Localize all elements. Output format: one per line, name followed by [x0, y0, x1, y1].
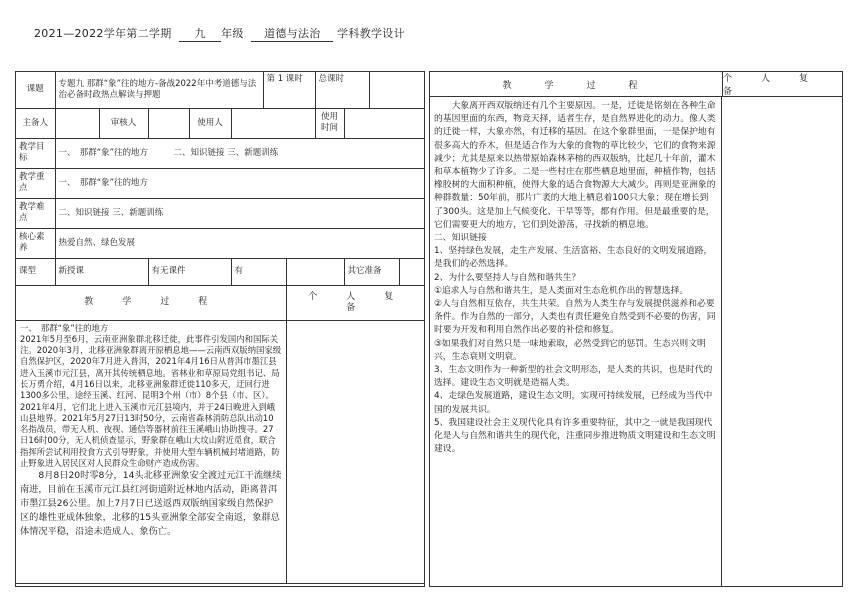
topic-label: 课题	[16, 72, 55, 108]
lead-teacher-label: 主备人	[16, 108, 55, 138]
page-header	[34, 25, 405, 42]
other-prep-label: 其它准备	[344, 258, 399, 285]
use-time-label: 使用时间	[315, 108, 344, 138]
school-year: 2021—2022	[34, 27, 104, 40]
lesson-info-table	[16, 72, 425, 584]
subject: 道德与法治	[251, 25, 333, 42]
left-review-heading: 个 人 复 备	[286, 285, 425, 320]
core-literacy-label: 核心素养	[16, 228, 55, 258]
user-value	[231, 108, 315, 138]
total-periods-label: 总课时	[315, 72, 369, 108]
left-process-heading: 教 学 过 程	[16, 285, 286, 320]
right-header-row	[430, 72, 842, 97]
left-paragraph-3: 8月8日20时零8分，14头北移亚洲象安全渡过元江干流继续南进，目前在玉溪市元江县红河街道附近林地内活动，距离普洱市墨江县26公里。加上7月7日已送返西双版纳国家级自然保护区的雄性亚成体独象，北移的15头亚洲象全部安全南返，象群总体情况平稳，沿途未造成人、象伤亡。	[20, 470, 282, 538]
left-paragraph-2: 2021年4月，它们北上进入玉溪市元江县境内，并于24日晚进入到峨山县地界。2021年5月27日13时50分，云南省森林消防总队出动10名指战员，带无人机、夜视、通信等器材前往玉溪峨山协助搜寻。27日16时00分，无人机侦查显示，野象群在峨山大坟山附近觅食，联合指挥所尝试利用投食方式引导野象，并使用大型车辆机械封堵道路，防止野象进入居民区对人民群众生命财产造成伤害。	[20, 401, 280, 469]
left-review-notes	[286, 320, 425, 583]
lead-teacher-value	[55, 108, 99, 138]
knowledge-point-2a: ①追求人与自然和谐共生，是人类面对生态危机作出的智慧选择。	[434, 285, 689, 296]
right-process-heading: 教 学 过 程	[430, 72, 723, 96]
right-body	[430, 97, 842, 587]
goals-label: 教学目标	[16, 138, 55, 168]
knowledge-link-title: 二、知识链接	[434, 233, 487, 244]
knowledge-point-2c: ③如果我们对自然只是一味地索取，必然受到它的惩罚。生态兴则文明兴，生态衰则文明衰。	[434, 338, 706, 362]
grade: 九	[179, 25, 221, 42]
blank-cell	[286, 258, 344, 285]
left-paragraph-1: 2021年5月至6月，云南亚洲象群北移迁徙，此事件引发国内和国际关注。2020年3月，北移亚洲象群离开原栖息地——云南西双版纳国家级自然保护区，2020年7月进入普洱，2021年4月16日从普洱市墨江县进入玉溪市元江县，离开其传统栖息地。省林业和草原局党组书记、局长万勇介绍，4月16日以来，北移亚洲象群迁徙110多天，迂回行进1300多公里，途经玉溪、红河、昆明3个州（市）8个县（市、区）。	[20, 333, 282, 401]
knowledge-point-2b: ②人与自然相互依存，共生共荣。自然为人类生存与发展提供滋养和必要条件。作为自然的一部分，人类也有责任避免自然受到不必要的伤害，同时要为开发和利用自然作出必要的补偿和修复。	[434, 299, 716, 336]
period-label: 第 1 课时	[263, 72, 315, 108]
doc-type: 学科教学设计	[337, 27, 405, 40]
courseware-label: 有无课件	[148, 258, 231, 285]
total-periods-value	[369, 72, 425, 108]
term: 学年第二学期	[103, 27, 172, 40]
knowledge-point-5: 5、我国建设社会主义现代化具有许多重要特征，其中之一就是我国现代化是人与自然和谐共生的现代化，注重同步推进物质文明建设和生态文明建设。	[434, 417, 716, 455]
knowledge-point-1: 1、坚持绿色发展，走生产发展、生活富裕、生态良好的文明发展道路，是我们的必然选择。	[434, 246, 713, 270]
grade-suffix: 年级	[221, 27, 244, 40]
other-prep-value	[399, 258, 425, 285]
right-panel	[429, 71, 843, 587]
left-panel	[15, 71, 425, 587]
courseware-value: 有	[231, 258, 286, 285]
right-process-content	[430, 97, 722, 587]
knowledge-point-3: 3、生态文明作为一种新型的社会文明形态，是人类的共识，也是时代的选择。建设生态文明就是造福人类。	[434, 365, 713, 389]
core-literacy: 热爱自然、绿色发展	[55, 228, 425, 258]
lesson-type-label: 课型	[16, 258, 55, 285]
key-points-label: 教学重点	[16, 168, 55, 198]
right-intro: 大象离开西双版纳还有几个主要原因。一是，迁徙是铭刻在各种生命的基因里面的东西，物竞天择，适者生存，是自然界进化的动力。像人类的迁徙一样，大象亦然，有迁移的基因。在这个象群里面，一是保护地有很多高大的乔木，但是适合作为大象的食物的草比较少，它们的食物来源减少；尤其是原来以热带原始森林茅榕的西双版纳，比起几十年前，灌木和草本植物少了许多。二是一些村庄在那些栖息地里面，种植作物，包括橡胶树的大面积种植，使得大象的适合食物源大大减少。再则是亚洲象的种群数量：50年前，那片广袤的大地上栖息着100只大象；现在增长到了300头。这是加上气候变化、干旱等等，都有作用。但是最重要的是，它们需要更大的地方，它们到处游荡，寻找新的栖息地。	[434, 101, 716, 230]
reviewer-value	[148, 108, 189, 138]
right-review-heading: 个 人 复 备	[723, 74, 838, 97]
reviewer-label: 审核人	[99, 108, 148, 138]
key-points: 一、 那群“象”往的地方	[55, 168, 425, 198]
difficulty-label: 教学难点	[16, 198, 55, 228]
topic: 专题九 那群“象”往的地方-备战2022年中考道德与法治必备时政热点解读与押题	[55, 72, 263, 108]
knowledge-point-2: 2、为什么要坚持人与自然和谐共生？	[434, 272, 581, 283]
left-process-content	[16, 320, 286, 583]
right-review-notes	[722, 97, 842, 587]
difficulty: 二、知识链接 三、新题训练	[55, 198, 425, 228]
user-label: 使用人	[189, 108, 231, 138]
goals: 一、 那群“象”往的地方 二、知识链接 三、新题训练	[55, 138, 425, 168]
lesson-type: 新授课	[55, 258, 148, 285]
left-section-title: 一、 那群“象”往的地方	[20, 322, 109, 333]
knowledge-point-4: 4、走绿色发展道路，建设生态文明，实现可持续发展，已经成为当代中国的发展共识。	[434, 391, 713, 415]
use-time-value	[344, 108, 425, 138]
